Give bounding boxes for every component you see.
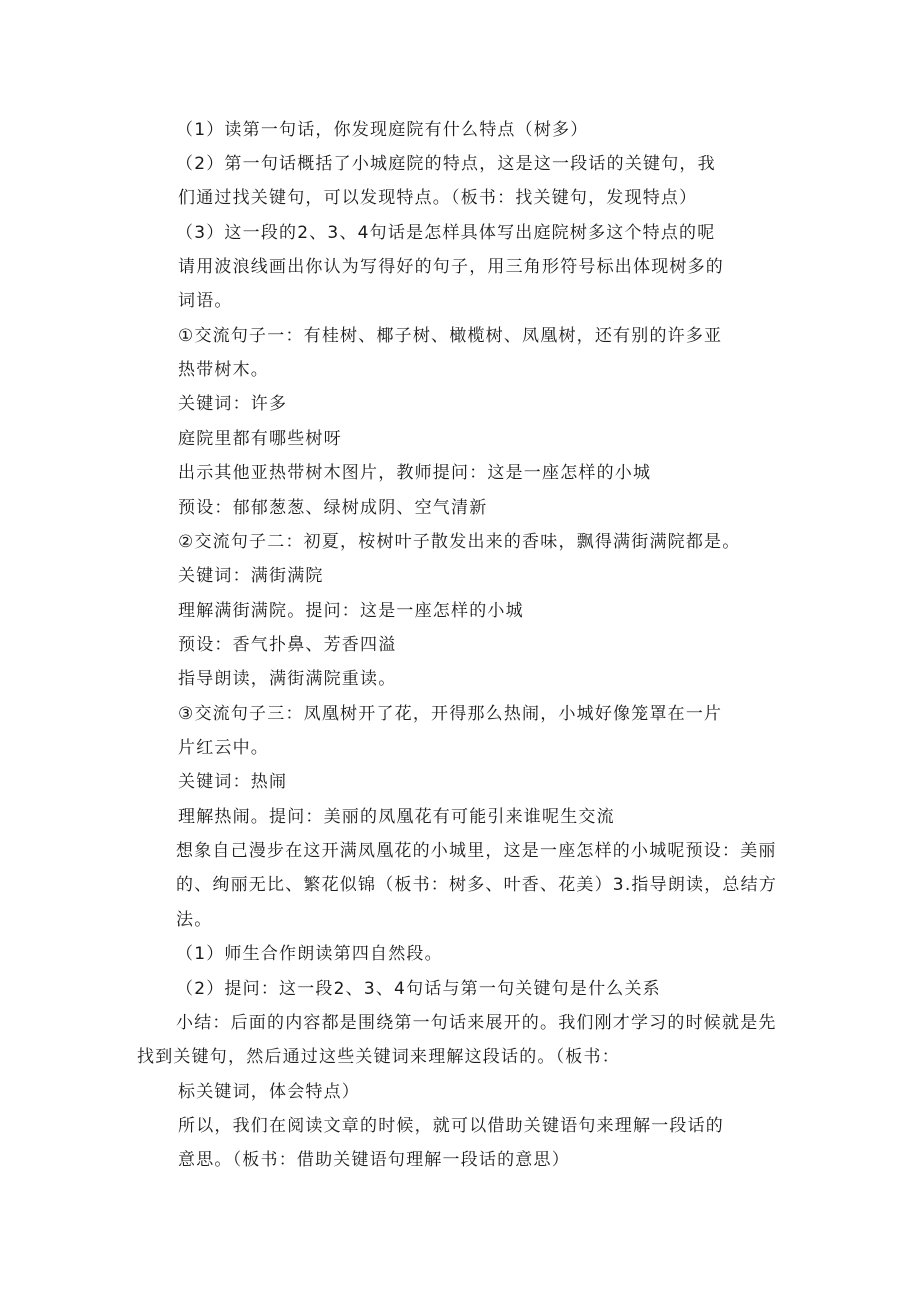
text-line: 片红云中。	[178, 738, 269, 758]
text-line: 关键词：热闹	[178, 772, 288, 792]
text-line: （1）师生合作朗读第四自然段。	[176, 944, 443, 964]
text-line: 关键词：许多	[178, 394, 288, 414]
text-line: 词语。	[178, 291, 233, 311]
text-line: 们通过找关键句，可以发现特点。（板书：找关键句，发现特点）	[178, 188, 698, 208]
text-line: 庭院里都有哪些树呀	[178, 429, 342, 449]
text-line: 理解满街满院。提问：这是一座怎样的小城	[178, 601, 524, 621]
text-line: 标关键词，体会特点）	[178, 1082, 360, 1102]
text-line: ①交流句子一：有桂树、椰子树、橄榄树、凤凰树，还有别的许多亚	[178, 326, 723, 346]
text-line: 想象自己漫步在这开满凤凰花的小城里，这是一座怎样的小城呢预设：美丽	[176, 841, 777, 861]
text-line: 的、绚丽无比、繁花似锦（板书：树多、叶香、花美）3.指导朗读，总结方	[176, 875, 778, 895]
text-line: 所以，我们在阅读文章的时候，就可以借助关键语句来理解一段话的	[178, 1116, 724, 1136]
text-line: （1）读第一句话，你发现庭院有什么特点（树多）	[176, 120, 589, 140]
text-line: （2）提问：这一段2、3、4句话与第一句关键句是什么关系	[176, 979, 661, 999]
text-line: 意思。（板书：借助关键语句理解一段话的意思）	[178, 1150, 570, 1170]
text-line: 理解热闹。提问：美丽的凤凰花有可能引来谁呢生交流	[178, 807, 615, 827]
text-line: 出示其他亚热带树木图片，教师提问：这是一座怎样的小城	[178, 463, 652, 483]
text-line: （2）第一句话概括了小城庭院的特点，这是这一段话的关键句，我	[176, 154, 716, 174]
text-line: 关键词：满街满院	[178, 566, 324, 586]
text-line: ③交流句子三：凤凰树开了花，开得那么热闹，小城好像笼罩在一片	[178, 704, 723, 724]
text-line: ②交流句子二：初夏，桉树叶子散发出来的香味，飘得满街满院都是。	[178, 532, 741, 552]
text-line: 找到关键句，然后通过这些关键词来理解这段话的。（板书：	[137, 1047, 620, 1067]
text-line: 小结：后面的内容都是围绕第一句话来展开的。我们刚才学习的时候就是先	[176, 1013, 777, 1033]
text-line: 法。	[176, 910, 213, 930]
text-line: 指导朗读，满街满院重读。	[178, 669, 397, 689]
text-line: 预设：香气扑鼻、芳香四溢	[178, 635, 397, 655]
text-line: 请用波浪线画出你认为写得好的句子，用三角形符号标出体现树多的	[178, 257, 724, 277]
text-line: （3）这一段的2、3、4句话是怎样具体写出庭院树多这个特点的呢	[176, 223, 716, 243]
text-line: 预设：郁郁葱葱、绿树成阴、空气清新	[178, 498, 488, 518]
text-line: 热带树木。	[178, 360, 269, 380]
